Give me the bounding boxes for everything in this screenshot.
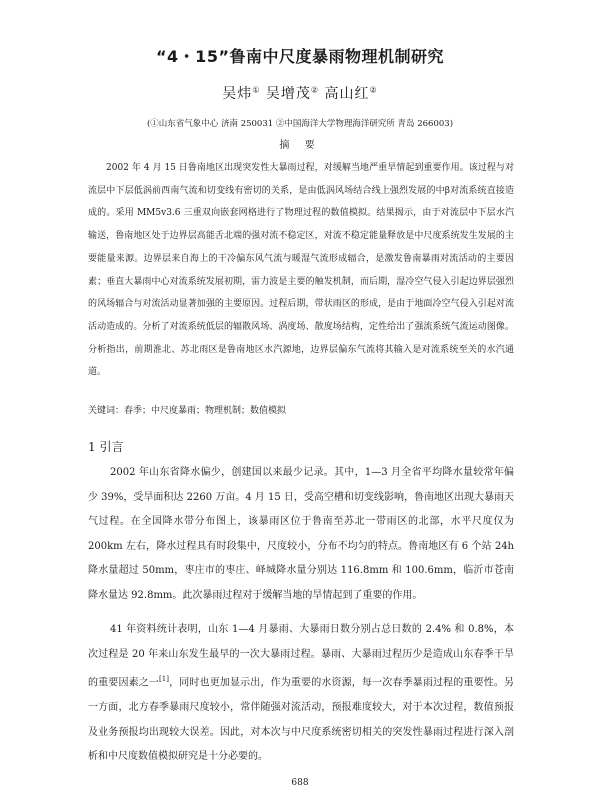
author-name: 吴增茂 (265, 86, 311, 102)
author-affiliation-mark: ② (310, 85, 320, 95)
citation-ref: [1] (159, 675, 169, 684)
keywords-label: 关键词： (88, 406, 125, 416)
section-heading (88, 438, 123, 455)
page-number: 688 (291, 778, 309, 788)
author-name: 高山红 (324, 86, 370, 102)
author-affiliation-mark: ② (369, 85, 378, 95)
affiliation: (①山东省气象中心 济南 250031 ②中国海洋大学物理海洋研究所 青岛 266003) (146, 119, 454, 129)
body-paragraph (88, 618, 514, 770)
author-list (0, 83, 600, 103)
section-number: 1 (88, 440, 96, 454)
paragraph-text: 41 年资料统计表明，山东 1—4 月暴雨、大暴雨日数分别占总日数的 2.4% 和 0.8%，本次过程是 20 年来山东发生最早的一次大暴雨过程。暴雨、大暴雨过程历少是造成山东春季干旱的重要因素之一 (88, 624, 514, 689)
author-affiliation-mark: ① (252, 85, 261, 95)
keywords-items: 春季；中尺度暴雨；物理机制；数值模拟 (124, 406, 287, 416)
keywords (88, 403, 514, 416)
abstract-text: 2002 年 4 月 15 日鲁南地区出现突发性大暴雨过程，对缓解当地严重旱情起到重要作用。该过程与对流层中下层低涡前西南气流和切变线有密切的关系，是由低涡风场结合线上强烈发展的中β对流系统直接造成的。采用 MM5v3.6 三重双向嵌套网格进行了物理过程的数值模拟。结果揭示，由于对流层中下层水汽输送，鲁南地区处于边界层高能舌北端的强对流不稳定区，对流不稳定能量释放是中尺度系统发生发展的主要能量来源。边界层来自海上的干冷偏东风气流与暖湿气流形成辐合，是激发鲁南暴雨对流活动的主要因素；垂直大暴雨中心对流系统发展初期，雷力波是主要的触发机制，而后期，湿冷空气侵入引起边界层强烈的风场辐合与对流活动显著加强的主要原因。过程后期，带状雨区的形成，是由于地面冷空气侵入引起对流活动造成的。分析了对流系统低层的辐散风场、涡度场、散度场结构，定性给出了强流系统气流运动图像。分析指出，前期淮北、苏北雨区是鲁南地区水汽源地，边界层偏东气流将其输入是对流系统至关的水汽通道。 (88, 163, 514, 378)
paper-title: “4・15”鲁南中尺度暴雨物理机制研究 (156, 47, 444, 66)
paragraph-text: ，同时也更加显示出，作为重要的水资源，每一次春季暴雨过程的重要性。另一方面，北方春季暴雨尺度较小，常伴随强对流活动，预报难度较大，对于本次过程，数值预报及业务预报均出现较大误差。因此，对本次与中尺度系统密切相关的突发性暴雨过程进行深入剖析和中尺度数值模拟研究是十分必要的。 (88, 677, 515, 763)
author-name: 吴炜 (222, 86, 253, 102)
abstract-heading: 摘 要 (279, 140, 321, 151)
section-title: 引言 (99, 440, 124, 454)
body-paragraph: 2002 年山东省降水偏少，创建国以来最少记录。其中，1—3 月全省平均降水量较常年偏少 39%，受旱面积达 2260 万亩。4 月 15 日，受高空槽和切变线影响，鲁南地区出现大暴雨天气过程。在全国降水带分布图上，该暴雨区位于鲁南至苏北一带雨区的北部，水平尺度仅为 200km 左右，降水过程具有时段集中，尺度较小，分布不均匀的特点。鲁南地区有 6 个站 24h 降水量超过 50mm，枣庄市的枣庄、峄城降水量分别达 116.8mm 和 100.6mm，临沂市苍南降水量达 92.8mm。此次暴雨过程对于缓解当地的旱情起到了重要的作用。 (88, 467, 514, 601)
